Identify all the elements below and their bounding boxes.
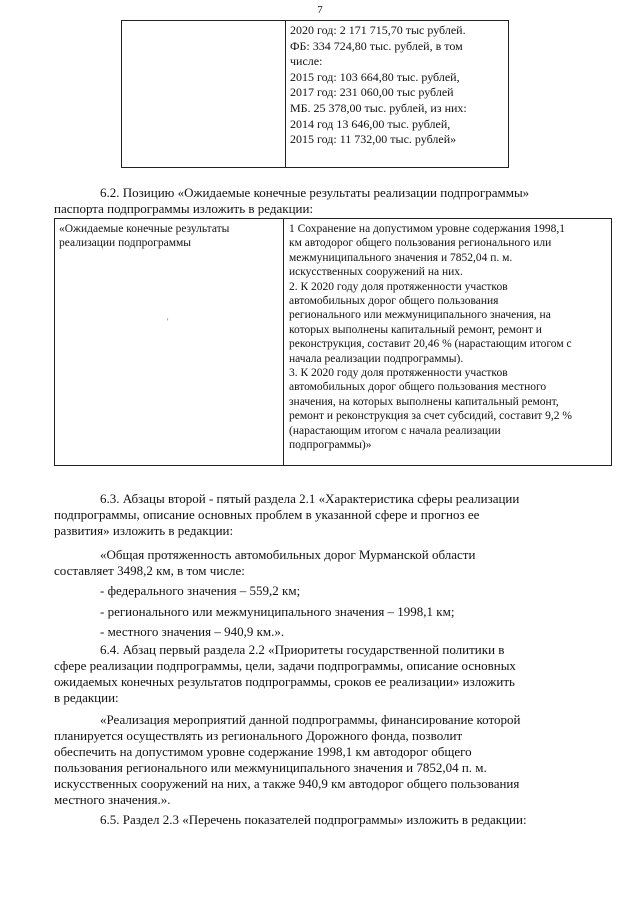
text-line: сфере реализации подпрограммы, цели, задачи подпрограммы, описание основных	[54, 658, 516, 673]
paragraph-6-3	[54, 491, 614, 539]
text-line: регионального или межмуниципального значения, на	[289, 309, 551, 322]
text-line: местного значения.».	[54, 792, 171, 807]
text-line: 6.4. Абзац первый раздела 2.2 «Приоритеты государственной политики в	[100, 642, 505, 657]
text-line: планируется осуществлять из регионального Дорожного фонда, позволит	[54, 728, 463, 743]
text-line: ремонт и реконструкция за счет субсидий, составит 9,2 %	[289, 410, 572, 423]
text-line: км автодорог общего пользования регионального или	[289, 237, 552, 250]
text-line: обеспечить на допустимом уровне содержание 1998,1 км автодорог общего	[54, 744, 472, 759]
text-line: 1 Сохранение на допустимом уровне содержания 1998,1	[289, 223, 565, 235]
text-line: подпрограммы, описание основных проблем в указанной сфере и прогноз ее	[54, 507, 480, 522]
quote-6-4	[54, 712, 614, 808]
stray-mark: '	[167, 317, 169, 326]
table-divider	[283, 219, 284, 465]
page-number: 7	[317, 4, 323, 16]
text-line: подпрограммы)»	[289, 439, 372, 452]
text-line: (нарастающим итогом с начала реализации	[289, 424, 501, 437]
text-line: которых выполнены капитальный ремонт, ремонт и	[289, 323, 542, 336]
text-line: пользования регионального или межмуниципального значения и 7852,04 п. м.	[54, 760, 487, 775]
list-item: - местного значения – 940,9 км.».	[100, 624, 285, 639]
funding-cell	[290, 23, 506, 148]
results-value-cell	[289, 222, 609, 453]
text-line: начала реализации подпрограммы).	[289, 352, 464, 365]
text-line: «Общая протяженность автомобильных дорог Мурманской области	[100, 547, 476, 562]
table-divider	[285, 21, 286, 167]
text-line: 3. К 2020 году доля протяженности участков	[289, 367, 508, 380]
text-line: 6.2. Позицию «Ожидаемые конечные результаты реализации подпрограммы»	[100, 185, 530, 200]
list-item: - регионального или межмуниципального значения – 1998,1 км;	[100, 604, 455, 619]
funding-line: числе:	[290, 54, 323, 69]
text-line: реализации подпрограммы	[59, 237, 192, 249]
text-line: автомобильных дорог общего пользования местного	[289, 381, 547, 394]
funding-line: 2014 год 13 646,00 тыс. рублей,	[290, 116, 451, 131]
text-line: 6.5. Раздел 2.3 «Перечень показателей подпрограммы» изложить в редакции:	[100, 812, 527, 827]
text-line: ожидаемых конечных результатов подпрограммы, сроков ее реализации» изложить	[54, 674, 515, 689]
funding-line: 2020 год: 2 171 715,70 тыс рублей.	[290, 23, 466, 37]
text-line: развития» изложить в редакции:	[54, 523, 234, 538]
text-line: значения, на которых выполнены капитальный ремонт,	[289, 395, 559, 408]
results-table	[54, 218, 612, 466]
quote-6-3	[54, 547, 614, 579]
text-line: паспорта подпрограммы изложить в редакции:	[54, 201, 314, 216]
funding-table	[121, 20, 509, 168]
text-line: межмуниципального значения и 7852,04 п. м.	[289, 251, 513, 264]
text-line: в редакции:	[54, 690, 119, 705]
results-label-cell	[59, 222, 279, 250]
text-line: 2. К 2020 году доля протяженности участков	[289, 280, 508, 293]
text-line: реконструкция, составит 20,46 % (нарастающим итогом с	[289, 338, 572, 351]
funding-line: 2015 год: 11 732,00 тыс. рублей»	[290, 132, 457, 147]
text-line: составляет 3498,2 км, в том числе:	[54, 563, 245, 578]
text-line: искусственных сооружений на них.	[289, 266, 463, 279]
paragraph-6-2	[54, 185, 614, 217]
paragraph-6-4	[54, 642, 614, 706]
funding-line: 2017 год: 231 060,00 тыс рублей	[290, 85, 454, 100]
funding-line: МБ. 25 378,00 тыс. рублей, из них:	[290, 100, 467, 115]
funding-line: ФБ: 334 724,80 тыс. рублей, в том	[290, 38, 463, 53]
list-item: - федерального значения – 559,2 км;	[100, 583, 301, 598]
text-line: «Ожидаемые конечные результаты	[59, 223, 230, 235]
text-line: «Реализация мероприятий данной подпрограммы, финансирование которой	[100, 712, 521, 727]
text-line: искусственных сооружений на них, а также 940,9 км автодорог общего пользования	[54, 776, 520, 791]
text-line: автомобильных дорог общего пользования	[289, 295, 499, 308]
funding-line: 2015 год: 103 664,80 тыс. рублей,	[290, 69, 460, 84]
paragraph-6-5	[54, 812, 614, 828]
text-line: 6.3. Абзацы второй - пятый раздела 2.1 «Характеристика сферы реализации	[100, 491, 520, 506]
